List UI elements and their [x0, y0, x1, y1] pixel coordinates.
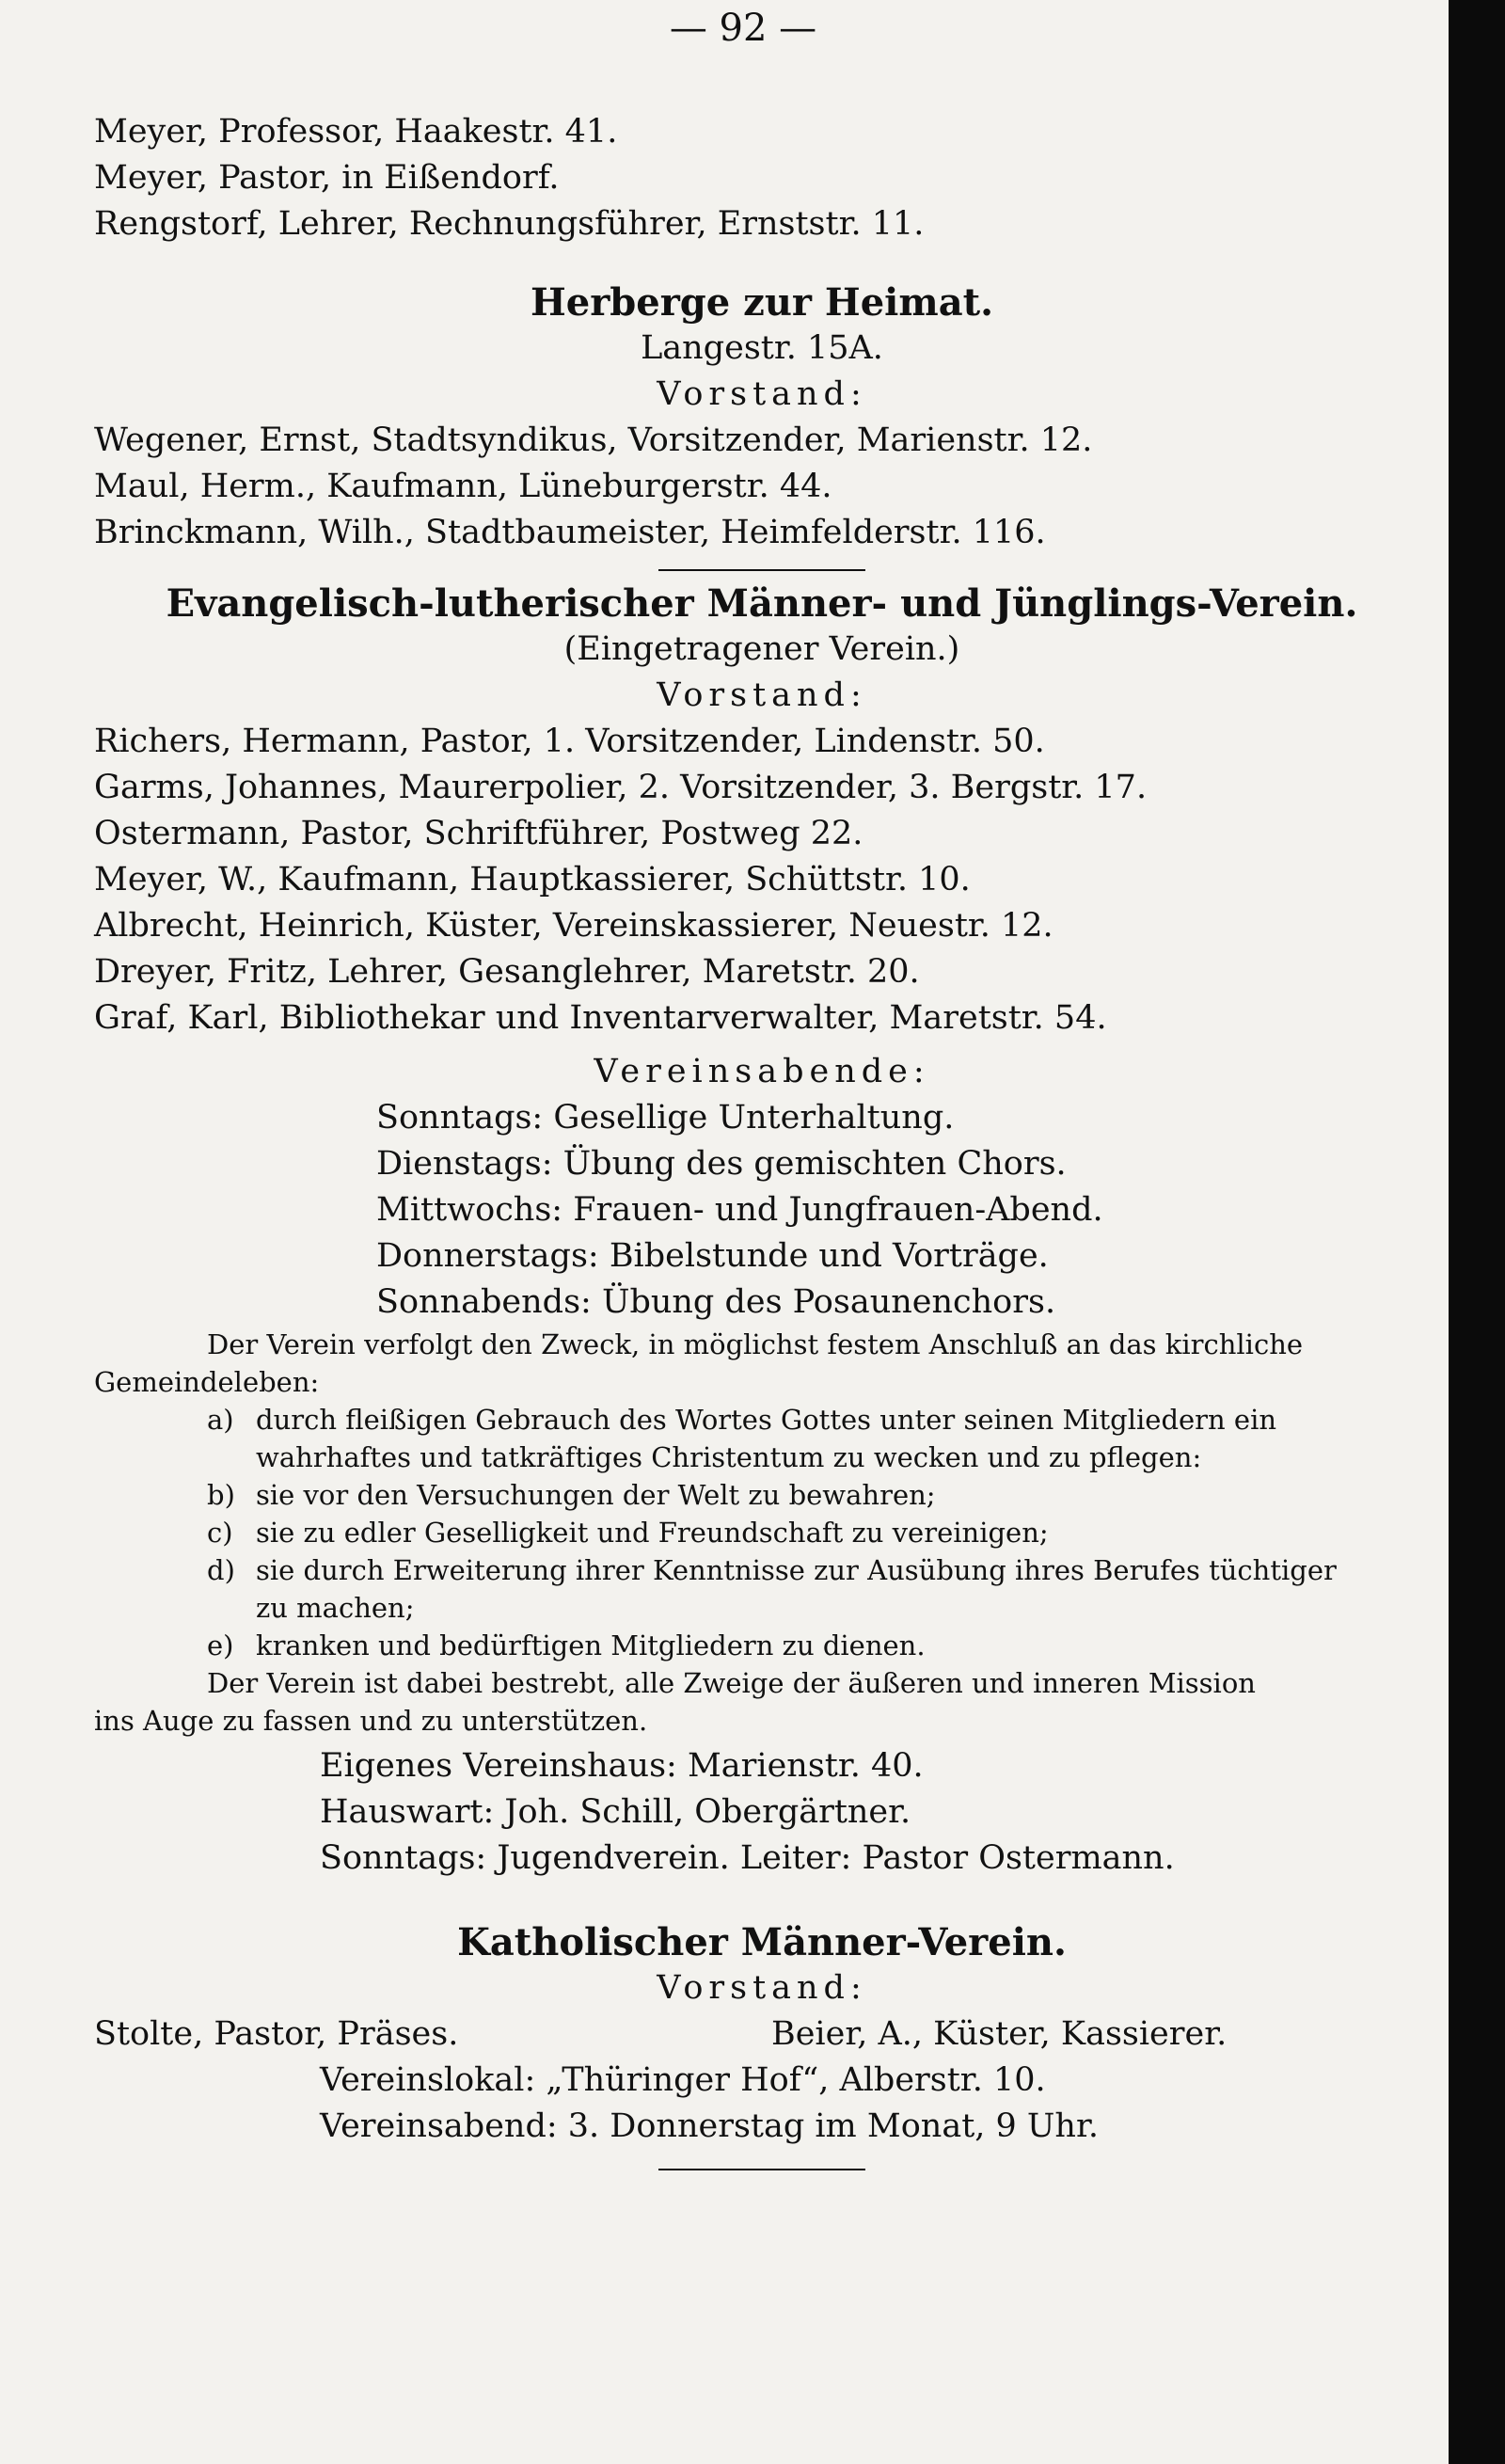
item-marker: a): [207, 1404, 234, 1436]
schedule-line: Dienstags: Übung des gemischten Chors.: [376, 1145, 1067, 1183]
member-line: Garms, Johannes, Maurerpolier, 2. Vorsitzender, 3. Bergstr. 17.: [94, 769, 1148, 806]
item-marker: e): [207, 1629, 234, 1661]
item-text: sie zu edler Geselligkeit und Freundschaft zu vereinigen;: [256, 1517, 1049, 1549]
zweck-item: [94, 1476, 1430, 1514]
jugendverein-line: Sonntags: Jugendverein. Leiter: Pastor Ostermann.: [320, 1839, 1175, 1877]
item-text: zu machen;: [256, 1592, 415, 1624]
schedule-line: Mittwochs: Frauen- und Jungfrauen-Abend.: [376, 1191, 1103, 1229]
item-marker: b): [207, 1479, 235, 1511]
member-row: [94, 2011, 1430, 2058]
member-line: Richers, Hermann, Pastor, 1. Vorsitzender, Lindenstr. 50.: [94, 723, 1045, 760]
item-text: durch fleißigen Gebrauch des Wortes Gottes unter seinen Mitgliedern ein: [256, 1404, 1277, 1436]
section-katholisch: [94, 1919, 1430, 2150]
section-title: Evangelisch-lutherischer Männer- und Jünglings-Verein.: [166, 581, 1358, 626]
entry-line: Rengstorf, Lehrer, Rechnungsführer, Ernststr. 11.: [94, 205, 925, 243]
vereinsabend-line: Vereinsabend: 3. Donnerstag im Monat, 9 Uhr.: [320, 2107, 1099, 2145]
zweck-item: [94, 1401, 1430, 1439]
member-line: Dreyer, Fritz, Lehrer, Gesanglehrer, Maretstr. 20.: [94, 953, 920, 991]
section-title: Herberge zur Heimat.: [530, 280, 994, 325]
member-line: Meyer, W., Kaufmann, Hauptkassierer, Schüttstr. 10.: [94, 861, 971, 898]
member-left: Stolte, Pastor, Präses.: [94, 2015, 459, 2053]
page-number: — 92 —: [669, 7, 817, 50]
vorstand-label: Vorstand:: [657, 676, 867, 714]
section-title: Katholischer Männer-Verein.: [457, 1920, 1067, 1964]
zweck-item: [94, 1551, 1430, 1589]
item-text: sie vor den Versuchungen der Welt zu bewahren;: [256, 1479, 936, 1511]
hauswart-line: Hauswart: Joh. Schill, Obergärtner.: [320, 1793, 911, 1831]
item-marker: c): [207, 1517, 233, 1549]
top-entries: [94, 109, 1430, 247]
section-herberge: [94, 279, 1430, 556]
vereinsabende-label: Vereinsabende:: [594, 1053, 930, 1090]
section-divider: [658, 569, 865, 571]
vorstand-label: Vorstand:: [657, 375, 867, 413]
vereinslokal-line: Vereinslokal: „Thüringer Hof“, Alberstr. 10.: [320, 2061, 1046, 2099]
item-text: sie durch Erweiterung ihrer Kenntnisse zur Ausübung ihres Berufes tüchtiger: [256, 1554, 1337, 1586]
member-line: Brinckmann, Wilh., Stadtbaumeister, Heimfelderstr. 116.: [94, 514, 1046, 551]
member-right: Beier, A., Küster, Kassierer.: [771, 2015, 1228, 2053]
mission-text: Der Verein ist dabei bestrebt, alle Zweige der äußeren und inneren Mission: [207, 1667, 1256, 1699]
section-divider: [658, 2169, 865, 2170]
section-evangelisch: [94, 580, 1430, 1882]
section-subtitle: (Eingetragener Verein.): [563, 630, 960, 668]
entry-line: Meyer, Pastor, in Eißendorf.: [94, 159, 560, 197]
entry-line: Meyer, Professor, Haakestr. 41.: [94, 113, 618, 151]
mission-text: ins Auge zu fassen und zu unterstützen.: [94, 1705, 648, 1737]
vorstand-label: Vorstand:: [657, 1969, 867, 2007]
member-line: Albrecht, Heinrich, Küster, Vereinskassierer, Neuestr. 12.: [94, 907, 1054, 945]
vereinshaus-line: Eigenes Vereinshaus: Marienstr. 40.: [320, 1747, 924, 1785]
zweck-item-cont: [94, 1589, 1430, 1627]
schedule-line: Sonnabends: Übung des Posaunenchors.: [376, 1283, 1056, 1321]
zweck-text: Der Verein verfolgt den Zweck, in möglichst festem Anschluß an das kirchliche: [207, 1328, 1304, 1360]
zweck-item: [94, 1627, 1430, 1664]
member-line: Maul, Herm., Kaufmann, Lüneburgerstr. 44.: [94, 468, 832, 505]
item-text: wahrhaftes und tatkräftiges Christentum zu wecken und zu pflegen:: [256, 1441, 1202, 1473]
schedule-line: Donnerstags: Bibelstunde und Vorträge.: [376, 1237, 1049, 1275]
zweck-item-cont: [94, 1439, 1430, 1476]
member-line: Graf, Karl, Bibliothekar und Inventarverwalter, Maretstr. 54.: [94, 999, 1107, 1037]
zweck-text: Gemeindeleben:: [94, 1366, 320, 1398]
zweck-item: [94, 1514, 1430, 1551]
member-line: Ostermann, Pastor, Schriftführer, Postweg 22.: [94, 815, 863, 852]
member-line: Wegener, Ernst, Stadtsyndikus, Vorsitzender, Marienstr. 12.: [94, 421, 1093, 459]
section-address: Langestr. 15A.: [641, 329, 883, 367]
item-text: kranken und bedürftigen Mitgliedern zu dienen.: [256, 1629, 926, 1661]
schedule-line: Sonntags: Gesellige Unterhaltung.: [376, 1099, 955, 1137]
item-marker: d): [207, 1554, 235, 1586]
